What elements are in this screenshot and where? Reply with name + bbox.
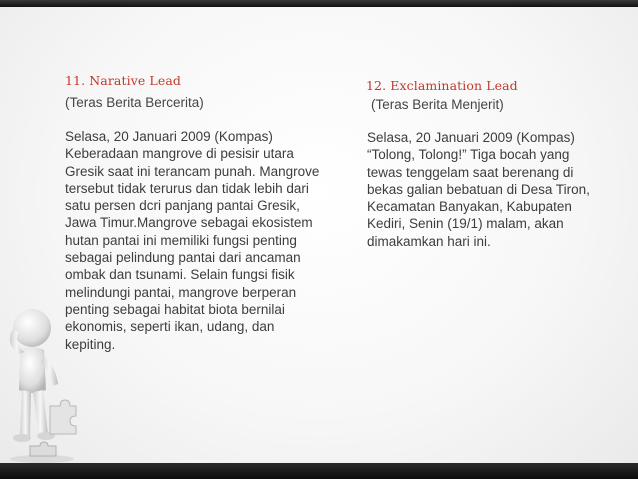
left-body-line: Jawa Timur.Mangrove sebagai ekosistem [65, 215, 313, 231]
right-body-line: Selasa, 20 Januari 2009 (Kompas) [367, 130, 575, 145]
left-body-line: tersebut tidak terurus dan tidak lebih dari [65, 180, 309, 196]
left-body-line: ombak dan tsunami. Selain fungsi fisik [65, 267, 295, 283]
bottom-bar [0, 463, 638, 479]
right-body-line: Kecamatan Banyakan, Kabupaten [367, 199, 572, 215]
right-body-text [367, 129, 590, 250]
left-body-line: Keberadaan mangrove di pesisir utara [65, 146, 294, 162]
left-body-line: kepiting. [65, 336, 116, 352]
left-heading: 11. Narative Lead [65, 73, 181, 88]
right-subheading: (Teras Berita Menjerit) [371, 97, 504, 112]
right-body-line: dimakamkan hari ini. [367, 233, 491, 249]
top-bar [0, 0, 638, 7]
right-body-line: tewas tenggelam saat berenang di [367, 164, 574, 180]
left-body-line: satu persen dcri panjang pantai Gresik, [65, 198, 300, 214]
left-body-line: ekonomis, seperti ikan, udang, dan [65, 319, 275, 335]
left-body-text [65, 128, 319, 353]
figure-with-puzzle-illustration [0, 306, 78, 466]
right-body-line: “Tolong, Tolong!” Tiga bocah yang [367, 147, 570, 163]
right-heading: 12. Exclamination Lead [366, 78, 518, 93]
left-body-line: hutan pantai ini memiliki fungsi penting [65, 232, 297, 248]
left-subheading: (Teras Berita Bercerita) [65, 95, 204, 110]
left-body-line: sebagai pelindung pantai dari ancaman [65, 250, 301, 266]
left-body-line: penting sebagai habitat biota bernilai [65, 301, 285, 317]
left-body-line: melindungi pantai, mangrove berperan [65, 284, 297, 300]
right-body-line: Kediri, Senin (19/1) malam, akan [367, 216, 564, 232]
left-body-line: Selasa, 20 Januari 2009 (Kompas) [65, 129, 273, 144]
right-body-line: bekas galian bebatuan di Desa Tiron, [367, 181, 590, 197]
left-body-line: Gresik saat ini terancam punah. Mangrove [65, 163, 320, 179]
